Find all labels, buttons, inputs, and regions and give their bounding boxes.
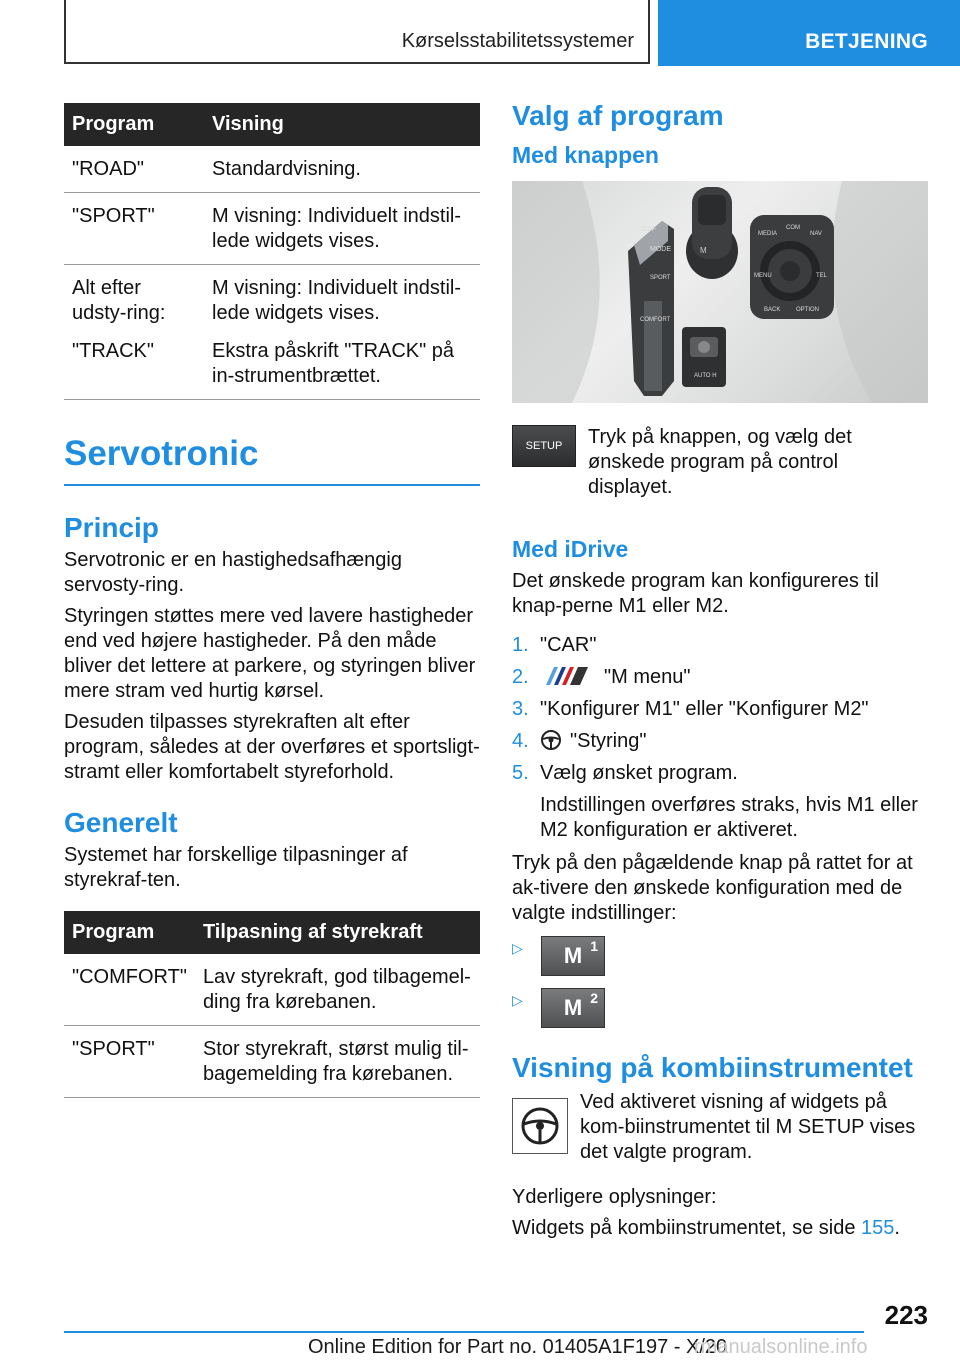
step-text: "CAR" (540, 634, 597, 656)
footer-divider (64, 1331, 864, 1333)
table-cell: Lav styrekraft, god tilbagemel-ding fra kørebanen. (195, 954, 480, 1026)
table-header-row (64, 103, 480, 146)
step-number: 5. (512, 762, 529, 784)
step-number: 1. (512, 634, 529, 656)
step-number: 2. (512, 666, 529, 688)
princip-paragraph-1: Servotronic er en hastighedsafhængig servosty-ring. (64, 549, 402, 596)
table-row (64, 146, 480, 193)
chapter-title: BETJENING (805, 30, 928, 53)
setup-button-label: SETUP (525, 440, 563, 452)
table-row (64, 193, 480, 265)
kombi-paragraph: Ved aktiveret visning af widgets på kom-biinstrumentet til M SETUP vises det valgte program. (580, 1091, 916, 1163)
table-cell: "COMFORT" (64, 954, 195, 1026)
more-info-end: . (894, 1217, 900, 1239)
step-text: "Styring" (570, 730, 647, 752)
m2-label: M (563, 995, 583, 1020)
table-cell: Ekstra påskrift "TRACK" på in-strumentbrættet. (204, 328, 480, 400)
knap-heading: Med knappen (512, 142, 659, 168)
triangle-bullet-icon: ▷ (512, 992, 523, 1008)
step-text: "Konfigurer M1" eller "Konfigurer M2" (540, 698, 869, 720)
idrive-paragraph: Det ønskede program kan konfigureres til knap-perne M1 eller M2. (512, 570, 879, 617)
footer-watermark: rmanualsonline.info (694, 1336, 868, 1358)
list-item (512, 729, 928, 754)
table-header-program: Program (64, 911, 195, 954)
section-title-box (64, 0, 650, 64)
footer-edition: Online Edition for Part no. 01405A1F197 - X/20 (308, 1336, 728, 1358)
valg-heading: Valg af program (512, 100, 724, 131)
page-header (0, 0, 960, 66)
m2-item (512, 988, 928, 1028)
m1-label: M (563, 943, 583, 968)
table-row (64, 1026, 480, 1098)
back-label: BACK (764, 307, 781, 313)
step-number: 4. (512, 730, 529, 752)
more-info-text: Widgets på kombiinstrumentet, se side (512, 1217, 862, 1239)
table-row (64, 328, 480, 400)
menu-label: MENU (754, 273, 772, 279)
program-display-table (64, 103, 480, 400)
table-cell: Alt efter udsty-ring: (72, 277, 166, 324)
mode-label: MODE (650, 246, 671, 253)
table-row (64, 265, 480, 329)
m1-button-icon (541, 936, 605, 976)
table-cell: M visning: Individuelt indstil-lede widgets vises. (204, 193, 480, 265)
comfort-label: COMFORT (640, 317, 671, 323)
step-text: Vælg ønsket program. (540, 762, 738, 784)
list-item (512, 697, 928, 722)
section-title: Kørselsstabilitetssystemer (401, 30, 634, 52)
steering-wheel-widget-icon (512, 1098, 568, 1154)
setup-instruction-text: Tryk på knappen, og vælg det ønskede program på control displayet. (588, 426, 852, 498)
list-item (512, 665, 928, 690)
m2-sup: 2 (590, 990, 598, 1006)
m1-sup: 1 (590, 938, 598, 954)
option-label: OPTION (796, 307, 820, 313)
generelt-heading: Generelt (64, 807, 178, 838)
step-text: "M menu" (604, 666, 691, 688)
table-header-adjustment: Tilpasning af styrekraft (195, 911, 480, 954)
more-info-label: Yderligere oplysninger: (512, 1186, 717, 1208)
princip-heading: Princip (64, 512, 159, 543)
m-logo-icon (540, 665, 596, 687)
table-cell: M visning: Individuelt indstil-lede widgets vises. (212, 277, 461, 324)
princip-paragraph-2: Styringen støttes mere ved lavere hastigheder end ved højere hastigheder. På den måde bliver det lettere at parkere, og styringen bliver mere stram ved hurtig kørsel. (64, 605, 476, 702)
table-header-display: Visning (204, 103, 480, 146)
table-cell: "SPORT" (64, 193, 204, 265)
rattet-paragraph: Tryk på den pågældende knap på rattet for at ak-tivere den ønskede konfiguration med de valgte indstillinger: (512, 852, 913, 924)
generelt-paragraph: Systemet har forskellige tilpasninger af styrekraf-ten. (64, 844, 408, 891)
kombi-block (512, 1090, 928, 1171)
servotronic-heading: Servotronic (64, 434, 480, 486)
page-number: 223 (884, 1300, 928, 1330)
m2-button-icon (541, 988, 605, 1028)
kombi-heading: Visning på kombiinstrumentet (512, 1052, 913, 1083)
table-header-program: Program (64, 103, 204, 146)
step-number: 3. (512, 698, 529, 720)
steering-wheel-icon (540, 729, 570, 751)
tel-label: TEL (816, 273, 828, 279)
list-item (512, 761, 928, 786)
table-cell: Standardvisning. (204, 146, 480, 193)
chapter-tab (658, 0, 960, 66)
table-cell: "TRACK" (64, 328, 204, 400)
gear-selector-label: M (700, 246, 707, 255)
step5-note: Indstillingen overføres straks, hvis M1 eller M2 konfiguration er aktiveret. (540, 794, 918, 841)
setup-button-icon (512, 425, 576, 467)
sport-label: SPORT (650, 275, 671, 281)
com-label: COM (786, 225, 800, 231)
left-column (64, 103, 480, 1098)
setup-instruction (512, 421, 928, 506)
auto-h-label: AUTO H (694, 373, 717, 379)
idrive-steps (512, 633, 928, 786)
right-column (512, 100, 928, 1247)
table-cell: "ROAD" (64, 146, 204, 193)
list-item (512, 633, 928, 658)
center-console-photo (512, 181, 928, 403)
table-cell: Stor styrekraft, størst mulig til-bagemelding fra kørebanen. (195, 1026, 480, 1098)
off-label: OFF (642, 226, 656, 233)
more-info-paragraph (512, 1216, 928, 1241)
m1-item (512, 936, 928, 976)
table-cell: "SPORT" (64, 1026, 195, 1098)
table-header-row (64, 911, 480, 954)
nav-label: NAV (810, 231, 822, 237)
princip-paragraph-3: Desuden tilpasses styrekraften alt efter program, således at der overføres et sportsligt-stramt eller komfortabelt styreforhold. (64, 711, 480, 783)
table-row (64, 954, 480, 1026)
idrive-heading: Med iDrive (512, 536, 629, 562)
triangle-bullet-icon: ▷ (512, 940, 523, 956)
media-label: MEDIA (758, 231, 778, 237)
page-link[interactable]: 155 (861, 1217, 895, 1239)
center-console-illustration (512, 181, 928, 403)
steering-force-table (64, 911, 480, 1098)
